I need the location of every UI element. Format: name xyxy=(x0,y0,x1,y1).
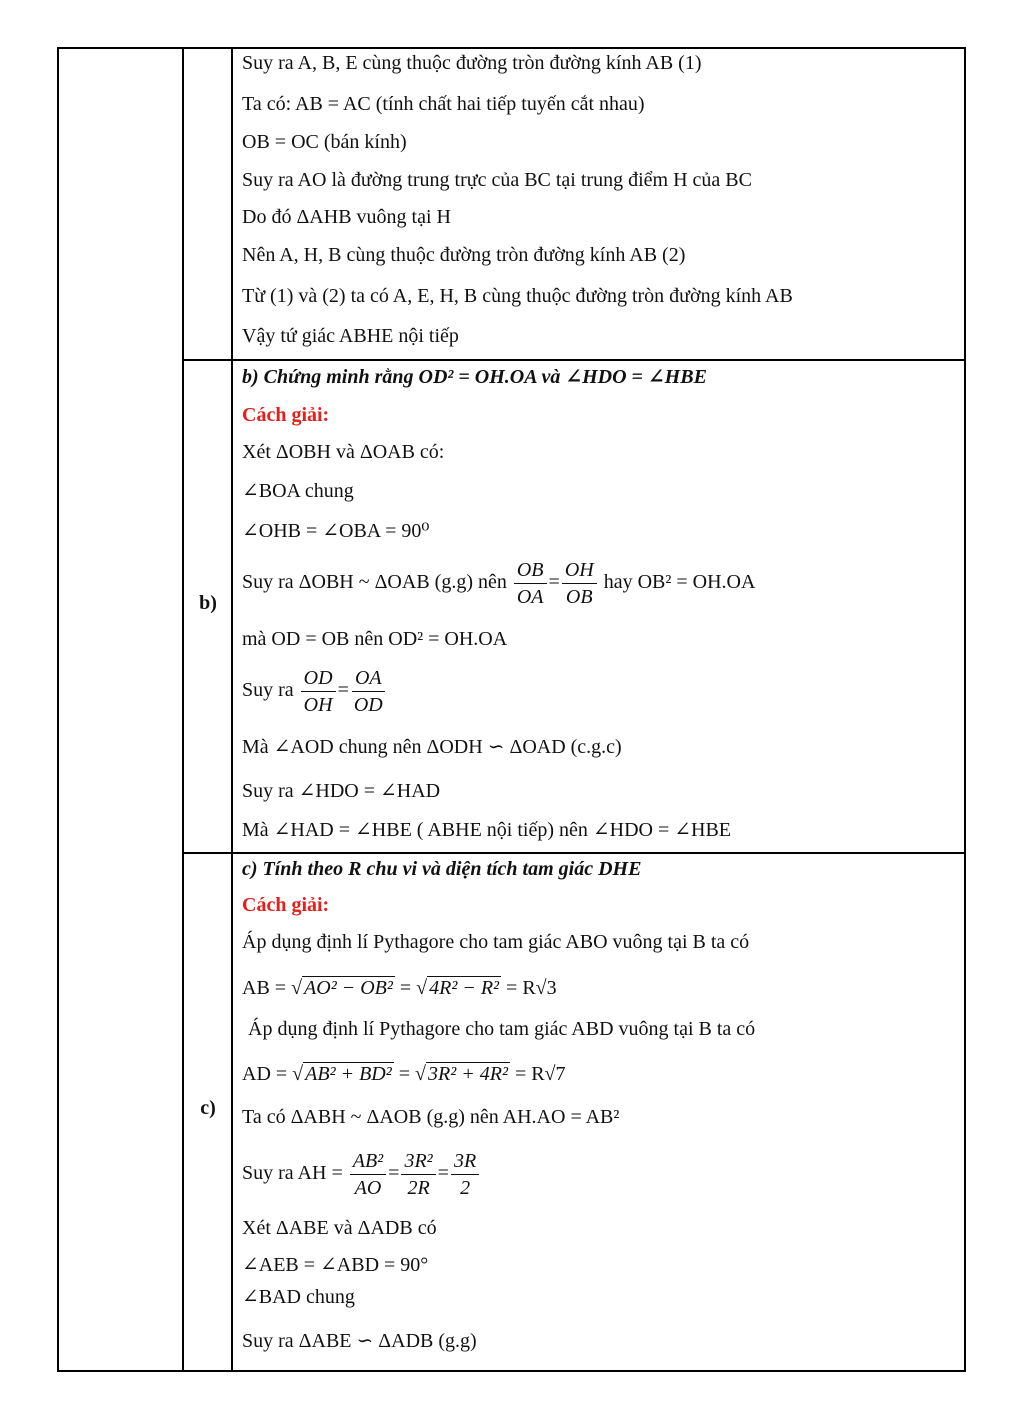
fraction-3r-2 xyxy=(451,1148,479,1201)
part-c-line: Áp dụng định lí Pythagore cho tam giác ABO vuông tại B ta có xyxy=(242,931,750,953)
part-a-line: Từ (1) và (2) ta có A, E, H, B cùng thuộc đường tròn đường kính AB xyxy=(242,285,793,307)
row-divider-b xyxy=(182,359,964,361)
fraction-numerator: OB xyxy=(514,557,547,584)
fraction-numerator: 3R² xyxy=(401,1148,435,1175)
part-c-line: Suy ra ΔABE ∽ ΔADB (g.g) xyxy=(242,1330,477,1352)
radicand: 3R² + 4R² xyxy=(428,1063,508,1085)
fraction-denominator: OH xyxy=(303,693,333,716)
text-span: = √ xyxy=(393,1063,427,1085)
fraction-3r2-2r xyxy=(401,1148,435,1201)
radicand: 4R² − R² xyxy=(429,977,500,999)
text-span: = R√7 xyxy=(509,1063,566,1085)
part-a-line: OB = OC (bán kính) xyxy=(242,131,407,153)
fraction-denominator: OA xyxy=(516,585,544,608)
part-b-line: Suy ra ∠HDO = ∠HAD xyxy=(242,780,441,802)
part-a-line: Nên A, H, B cùng thuộc đường tròn đường kính AB (2) xyxy=(242,244,686,266)
part-b-line: ∠OHB = ∠OBA = 90⁰ xyxy=(242,520,430,542)
part-c-line: ∠BAD chung xyxy=(242,1286,355,1308)
text-span: Suy ra xyxy=(242,679,294,701)
fraction-numerator: OA xyxy=(352,665,385,692)
fraction-denominator: 2 xyxy=(460,1176,471,1199)
fraction-oh-ob xyxy=(562,557,597,610)
fraction-denominator: OB xyxy=(565,585,593,608)
fraction-od-oh xyxy=(301,665,336,718)
text-span: Suy ra AH = xyxy=(242,1162,343,1184)
part-b-title: b) Chứng minh rằng OD² = OH.OA và ∠HDO = ∠HBE xyxy=(242,366,707,388)
part-b-similar-line xyxy=(242,554,755,610)
equals-sign: = xyxy=(388,1162,400,1184)
part-c-line: Ta có ΔABH ~ ΔAOB (g.g) nên AH.AO = AB² xyxy=(242,1106,620,1128)
radicand: AB² + BD² xyxy=(305,1063,392,1085)
part-b-line: ∠BOA chung xyxy=(242,480,354,502)
text-span: AB = √ xyxy=(242,977,303,999)
part-b-label: b) xyxy=(199,592,217,614)
text-span: Suy ra ΔOBH ~ ΔOAB (g.g) nên xyxy=(242,571,507,593)
part-c-line: Xét ΔABE và ΔADB có xyxy=(242,1217,437,1239)
part-b-line: Xét ΔOBH và ΔOAB có: xyxy=(242,441,445,463)
solution-table xyxy=(57,47,966,1372)
fraction-oa-od xyxy=(351,665,386,718)
equals-sign: = xyxy=(437,1162,449,1184)
fraction-denominator: AO xyxy=(354,1176,382,1199)
part-c-label: c) xyxy=(200,1097,216,1119)
part-c-line: ∠AEB = ∠ABD = 90° xyxy=(242,1254,429,1276)
part-b-method: Cách giải: xyxy=(242,404,330,426)
part-c-ah-line xyxy=(242,1145,481,1201)
fraction-ob-oa xyxy=(514,557,547,610)
text-span: = √ xyxy=(394,977,428,999)
fraction-numerator: OH xyxy=(562,557,597,584)
fraction-ab2-ao xyxy=(350,1148,386,1201)
part-a-line: Vậy tứ giác ABHE nội tiếp xyxy=(242,325,459,347)
fraction-numerator: AB² xyxy=(350,1148,386,1175)
text-span: hay OB² = OH.OA xyxy=(603,571,756,593)
radicand: AO² − OB² xyxy=(304,977,393,999)
part-a-line: Suy ra A, B, E cùng thuộc đường tròn đường kính AB (1) xyxy=(242,52,702,74)
text-span: AD = √ xyxy=(242,1063,304,1085)
row-divider-c xyxy=(182,852,964,854)
fraction-denominator: OD xyxy=(353,693,383,716)
part-c-method: Cách giải: xyxy=(242,894,330,916)
column-divider-1 xyxy=(182,49,184,1370)
part-c-ab-line xyxy=(242,976,557,1000)
part-c-line: Áp dụng định lí Pythagore cho tam giác ABD vuông tại B ta có xyxy=(248,1018,756,1040)
fraction-numerator: 3R xyxy=(451,1148,479,1175)
part-a-line: Do đó ΔAHB vuông tại H xyxy=(242,206,451,228)
text-span: = R√3 xyxy=(501,977,557,999)
column-divider-2 xyxy=(231,49,233,1370)
part-c-title: c) Tính theo R chu vi và diện tích tam giác DHE xyxy=(242,858,642,880)
part-a-line: Suy ra AO là đường trung trực của BC tại trung điểm H của BC xyxy=(242,169,752,191)
part-c-ad-line xyxy=(242,1062,566,1086)
equals-sign: = xyxy=(337,679,349,701)
part-b-line: mà OD = OB nên OD² = OH.OA xyxy=(242,628,508,650)
part-a-line: Ta có: AB = AC (tính chất hai tiếp tuyến cắt nhau) xyxy=(242,93,645,115)
fraction-denominator: 2R xyxy=(407,1176,430,1199)
part-b-ratio-line xyxy=(242,662,388,718)
part-b-line: Mà ∠AOD chung nên ΔODH ∽ ΔOAD (c.g.c) xyxy=(242,736,622,758)
fraction-numerator: OD xyxy=(301,665,336,692)
equals-sign: = xyxy=(548,571,560,593)
part-b-line: Mà ∠HAD = ∠HBE ( ABHE nội tiếp) nên ∠HDO = ∠HBE xyxy=(242,819,731,841)
